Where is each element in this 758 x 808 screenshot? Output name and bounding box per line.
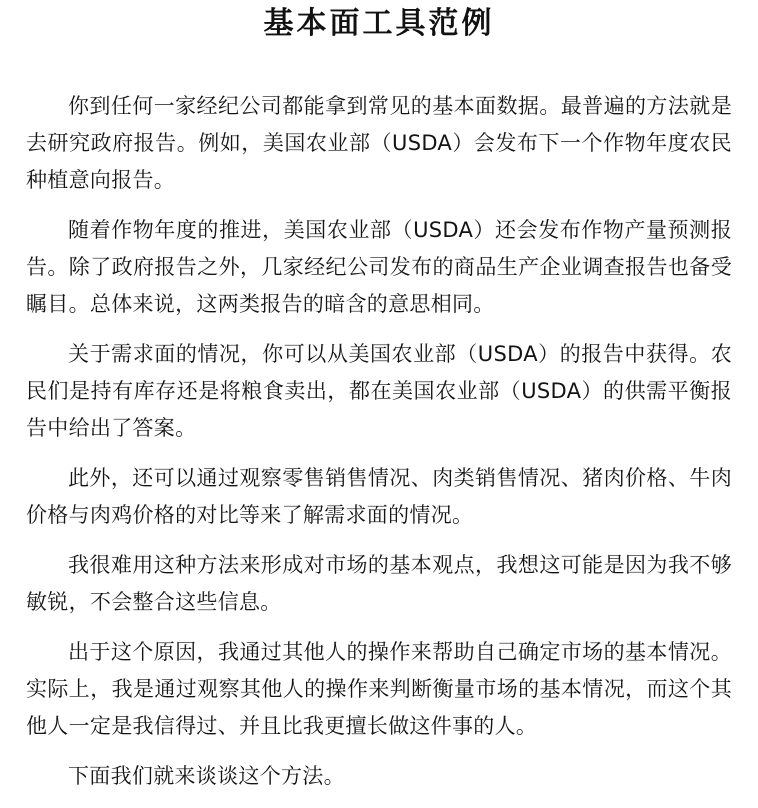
paragraph-6: 出于这个原因，我通过其他人的操作来帮助自己确定市场的基本情况。实际上，我是通过观察其他人的操作来判断衡量市场的基本情况，而这个其他人一定是我信得过、并且比我更擅长做这件事的人。 bbox=[26, 640, 732, 738]
paragraph-4: 此外，还可以通过观察零售销售情况、肉类销售情况、猪肉价格、牛肉价格与肉鸡价格的对比等来了解需求面的情况。 bbox=[26, 466, 732, 527]
page-title: 基本面工具范例 bbox=[263, 6, 495, 41]
paragraph-5: 我很难用这种方法来形成对市场的基本观点，我想这可能是因为我不够敏锐，不会整合这些信息。 bbox=[26, 553, 732, 614]
paragraph-7: 下面我们就来谈谈这个方法。 bbox=[68, 764, 345, 788]
paragraph-3: 关于需求面的情况，你可以从美国农业部（USDA）的报告中获得。农民们是持有库存还是将粮食卖出，都在美国农业部（USDA）的供需平衡报告中给出了答案。 bbox=[26, 342, 732, 440]
body-text bbox=[26, 88, 732, 808]
paragraph-1: 你到任何一家经纪公司都能拿到常见的基本面数据。最普遍的方法就是去研究政府报告。例如，美国农业部（USDA）会发布下一个作物年度农民种植意向报告。 bbox=[26, 94, 732, 192]
paragraph-2: 随着作物年度的推进，美国农业部（USDA）还会发布作物产量预测报告。除了政府报告之外，几家经纪公司发布的商品生产企业调查报告也备受瞩目。总体来说，这两类报告的暗含的意思相同。 bbox=[26, 218, 732, 316]
